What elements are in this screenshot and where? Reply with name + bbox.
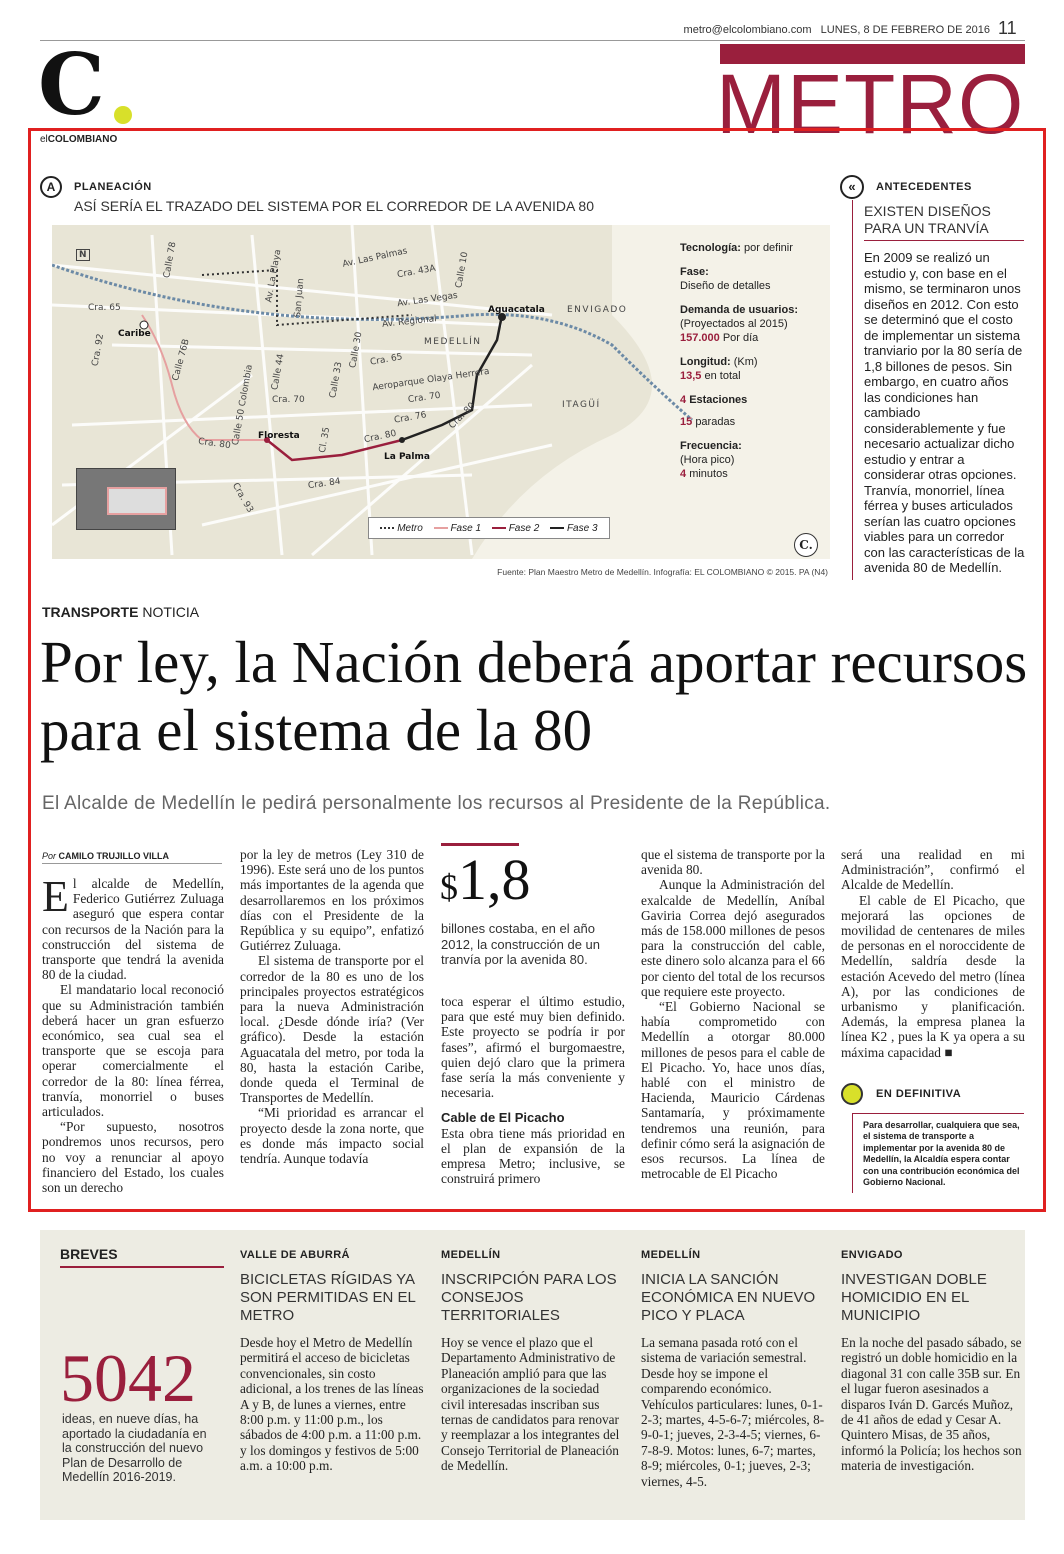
stat-value (440, 848, 531, 919)
map-label: Calle 50 Colombia (230, 363, 255, 447)
fact-label: Demanda de usuarios: (680, 304, 798, 316)
breve-body: La semana pasada rotó con el sistema de variación semestral. Desde hoy se impone el comparendo económico. Vehículos particulares: lunes, 0-1-2-3; martes, 4-5-6-7; miércoles, 8-9-0-1; jueves, 2-3-4-5; viernes, 6-7-8-9. Motos: lunes, 6-7; martes, 8-9; miércoles, 0-1; jueves, 2-3; viernes, 4-5. (641, 1335, 825, 1489)
byline-prefix: Por (42, 851, 57, 861)
byline (42, 851, 169, 861)
fact-tail: paradas (695, 416, 736, 428)
map-label: Cra. 70 (407, 390, 442, 406)
column-2 (240, 847, 424, 1166)
kicker-bold: TRANSPORTE (42, 604, 139, 620)
map-label: ENVIGADO (567, 305, 628, 315)
col3-para: Esta obra tiene más prioridad en el plan de expansión de la empresa Metro; inclusive, se construirá primero (441, 1125, 625, 1187)
breves-title-rule (60, 1266, 224, 1268)
legend-fase3-label: Fase 3 (566, 522, 598, 534)
fact-fase (680, 265, 830, 293)
map-label: Av. Regional (381, 314, 438, 330)
fact-label: Tecnología: (680, 242, 741, 254)
map-label: ITAGÜÍ (562, 400, 601, 410)
breve-item (441, 1249, 625, 1474)
section-title: METRO (716, 57, 1025, 151)
map-north: N (76, 249, 90, 261)
inset-highlight (107, 487, 167, 515)
legend-fase1-label: Fase 1 (450, 522, 482, 534)
stat-currency: $ (440, 867, 458, 907)
fact-value: Diseño de detalles (680, 280, 771, 292)
legend-fase3 (550, 523, 597, 534)
col1-para: l alcalde de Medellín, Federico Gutiérrez Zuluaga aseguró que espera contar con recursos de la Nación para la construcción del sistema de transporte que tendrá la avenida 80 de la ciudad. (42, 876, 224, 983)
col2-para: “Mi prioridad es arrancar el proyecto desde la zona norte, que es donde más impacto social tendría. Aunque todavía (240, 1105, 424, 1167)
kicker-light: NOTICIA (142, 604, 200, 620)
fact-highlight: 4 (680, 468, 687, 480)
antecedentes-para1: En 2009 se realizó un estudio y, con base en el mismo, se terminaron unos diseños en 2012. Con esto se determinó que el costo de implementar un sistema tranviario por la 80 sería de 1,8 billones de pesos. Sin embargo, en cuatro años las condiciones han cambiado considerablemente y fue necesario actualizar dicho estudio y entrar a considerar otras opciones. (864, 250, 1023, 482)
headline: Por ley, la Nación deberá aportar recursos para el sistema de la 80 (40, 629, 1028, 763)
legend-metro-label: Metro (397, 522, 423, 534)
breves-number-text: ideas, en nueve días, ha aportado la ciudadanía en la construcción del nuevo Plan de Desarrollo de Medellín 2016-2019. (62, 1412, 207, 1484)
byline-rule (42, 863, 222, 864)
column-4 (641, 847, 825, 1181)
antecedentes-body (864, 250, 1026, 576)
map-label: MEDELLÍN (424, 337, 482, 347)
fact-tail: minutos (689, 468, 728, 480)
breve-kicker: VALLE DE ABURRÁ (240, 1249, 350, 1261)
facts-panel (680, 241, 830, 481)
fact-paradas (680, 415, 830, 429)
map-label: Av. Las Vegas (396, 290, 459, 310)
header-rule (40, 40, 1025, 41)
map-label: Cra. 80 (363, 428, 398, 446)
breve-item (240, 1249, 424, 1474)
breve-item (841, 1249, 1025, 1474)
fact-highlight: 4 (680, 394, 687, 406)
legend-fase2-label: Fase 2 (508, 522, 540, 534)
map-label: Cra. 70 (272, 395, 305, 405)
map-label: Cra. 84 (307, 476, 342, 492)
col5-para: será una realidad en mi Administración”, confirmó el Alcalde de Medellín. (841, 847, 1025, 893)
fact-tecnologia (680, 241, 830, 255)
breves-number: 5042 (60, 1340, 196, 1416)
map-label: Cra. 65 (369, 352, 404, 368)
col4-para: “El Gobierno Nacional se había comprometido con Medellín a otorgar 80.000 millones de pesos para el cable de El Picacho. Yo, hace unos días, hablé con el ministro de Hacienda, Mauricio Cárdenas Santamaría, y próximamente tendremos una reunión, para definir cómo será la asignación de esos recursos. La línea de metrocable de El Picacho (641, 999, 825, 1182)
legend-fase2 (492, 523, 539, 534)
map-label: Aguacatala (488, 305, 545, 315)
subtitle-cable: Cable de El Picacho (441, 1110, 565, 1126)
definitiva-kicker: EN DEFINITIVA (876, 1088, 962, 1100)
fact-tail: Estaciones (689, 394, 748, 406)
breve-title: BICICLETAS RÍGIDAS YA SON PERMITIDAS EN EL METRO (240, 1271, 416, 1324)
legend-fase1 (434, 523, 481, 534)
map-label: Cl. 35 (317, 426, 333, 454)
column-3 (441, 994, 625, 1186)
map-label: Cra. 93 (229, 481, 255, 515)
map-label: Calle 30 (348, 331, 365, 369)
breve-kicker: ENVIGADO (841, 1249, 903, 1261)
map-label: Cra. 76 (393, 410, 428, 426)
map-label: Cra. 92 (90, 333, 107, 367)
col2-para: por la ley de metros (Ley 310 de 1996). Este será uno de los puntos más importantes de la agenda que desarrollaremos en los próximos días con el Presidente de la República y su equipo”, enfatizó Gutiérrez Zuluaga. (240, 847, 424, 954)
breves-title: BREVES (60, 1246, 118, 1262)
definitiva-text: Para desarrollar, cualquiera que sea, el sistema de transporte a implementar por la avenida 80 de Medellín, la Alcaldía espera contar con una contribución económica del Gobierno Nacional. (863, 1120, 1020, 1188)
fact-highlight: 15 (680, 416, 693, 428)
fact-label: Longitud: (680, 356, 731, 368)
fact-label: Frecuencia: (680, 440, 742, 452)
breve-body: Hoy se vence el plazo que el Departamento Administrativo de Planeación amplió para que las organizaciones de la sociedad civil interesadas inscriban sus ternas de candidatos para renovar y reemplazar a los integrantes del Consejo Territorial de Planeación de Medellín. (441, 1335, 620, 1474)
map-label: Floresta (258, 431, 300, 441)
legend-metro (380, 523, 422, 534)
map-label: Cra. 80 (447, 400, 478, 432)
col5-para: El cable de El Picacho, que mejorará las opciones de movilidad de centenares de miles de personas en el noroccidente de Medellín, saldría desde la estación Acevedo del metro (línea A), por las condiciones de urbanismo y planificación. Además, la empresa planea la línea K2 , pues la K ya opera a su máxima capacidad ■ (841, 892, 1025, 1060)
antecedentes-para2: Tranvía, monorriel, línea férrea y buses articulados serían las cuatro opciones viables para un corredor con las características de la avenida 80 de Medellín. (864, 482, 1025, 575)
stat-rule (441, 843, 519, 846)
fact-value: (Hora pico) (680, 454, 735, 466)
infographic-credit: Fuente: Plan Maestro Metro de Medellín. Infografía: EL COLOMBIANO © 2015. PA (N4) (497, 567, 828, 577)
breve-kicker: MEDELLÍN (441, 1249, 501, 1261)
fact-frecuencia (680, 439, 830, 481)
map (52, 225, 830, 559)
map-label: Av. La Playa (264, 248, 284, 304)
map-label: Av. Las Palmas (341, 246, 409, 270)
map-label: Calle 78 (162, 241, 179, 279)
fact-longitud (680, 355, 830, 383)
map-label: San Juan (292, 277, 307, 319)
fact-value: (Km) (733, 356, 758, 368)
col1-para: El mandatario local reconoció que su Administración también deberá hacer un gran esfuerzo económico, sea cual sea el transporte que se escoja para operar comercialmente el corredor de la 80: línea férrea, tranvía, monorriel o buses articulados. (42, 982, 224, 1120)
definitiva-box (852, 1113, 1024, 1193)
fact-tail: en total (704, 370, 741, 382)
breve-body: En la noche del pasado sábado, se registró un doble homicidio en la diagonal 31 con calle 35B sur. En el lugar fueron asesinados a disparos Iván D. Garcés Muñoz, de 41 años de edad y Cesar A. Quintero Misas, de 35 años, informó la Policía; los hechos son materia de investigación. (841, 1335, 1022, 1474)
map-label: Cra. 80 (197, 436, 232, 452)
col3-para: toca esperar el último estudio, para que esté muy bien definido. Este proyecto se podría ir por fases”, afirmó el burgomaestre, quien dejó claro que la primera fase sería la más conveniente y necesaria. (441, 994, 625, 1101)
fact-highlight: 157.000 (680, 332, 720, 344)
breve-title: INVESTIGAN DOBLE HOMICIDIO EN EL MUNICIPIO (841, 1271, 987, 1324)
definitiva-icon (841, 1083, 863, 1105)
fact-highlight: 13,5 (680, 370, 702, 382)
inset-map (76, 468, 176, 530)
map-label: La Palma (384, 452, 430, 462)
col4-para: Aunque la Administración del exalcalde de Medellín, Aníbal Gaviria Correa dejó asegurados más de 158.000 millones de pesos para la construcción del cable, este dinero solo alcanza para el 66 por ciento del total de los recursos que requiere este proyecto. (641, 877, 825, 999)
byline-name: CAMILO TRUJILLO VILLA (58, 851, 170, 861)
logo-name: COLOMBIANO (47, 134, 118, 145)
map-label: Cra. 65 (88, 303, 121, 313)
fact-tail: Por día (722, 332, 759, 344)
dropcap: E (42, 872, 69, 921)
antecedentes-icon: « (840, 175, 864, 199)
header-email-date: metro@elcolombiano.com LUNES, 8 DE FEBRERO DE 2016 (683, 24, 990, 36)
breve-title: INICIA LA SANCIÓN ECONÓMICA EN NUEVO PICO Y PLACA (641, 1271, 816, 1324)
article-kicker (42, 604, 199, 620)
breve-item (641, 1249, 825, 1489)
logo-letter: C (38, 35, 105, 134)
column-1 (42, 872, 224, 1196)
logo-dot (114, 106, 132, 124)
column-5 (841, 847, 1025, 1060)
map-label: Caribe (118, 329, 151, 339)
stat-text: billones costaba, en el año 2012, la construcción de un tranvía por la avenida 80. (441, 921, 600, 967)
antecedentes-title: EXISTEN DISEÑOS PARA UN TRANVÍA (864, 203, 991, 236)
map-label: Calle 10 (454, 251, 471, 289)
col4-para: que el sistema de transporte por la avenida 80. (641, 847, 825, 878)
subhead: El Alcalde de Medellín le pedirá personalmente los recursos al Presidente de la República. (42, 793, 831, 814)
fact-label: Fase: (680, 266, 709, 278)
map-label: Cra. 43A (396, 263, 437, 281)
fact-estaciones (680, 393, 830, 407)
fact-value: (Proyectados al 2015) (680, 318, 788, 330)
map-label: Calle 76B (171, 338, 192, 382)
col2-para: El sistema de transporte por el corredor de la 80 es uno de los principales proyectos estratégicos para la nueva Administración local. ¿Desde dónde iría? (Ver gráfico). Desde la estación Aguacatala del metro, por toda la 80, hasta la estación Caribe, donde queda el Terminal de Transportes de Medellín. (240, 953, 424, 1106)
infographic-icon: A (40, 176, 62, 198)
infographic-kicker: PLANEACIÓN (74, 181, 152, 193)
breve-body: Desde hoy el Metro de Medellín permitirá el acceso de bicicletas convencionales, sin costo adicional, a los trenes de las líneas A y B, de lunes a viernes, entre 8:00 p.m. y 11:00 p.m., los sábados de 4:00 p.m. a 11:00 p.m. y los domingos y festivos de 5:00 a.m. a 10:00 p.m. (240, 1335, 424, 1474)
infographic-badge: C. (794, 533, 818, 557)
fact-value: por definir (743, 242, 793, 254)
map-label: Calle 33 (328, 361, 345, 399)
infographic-title: ASÍ SERÍA EL TRAZADO DEL SISTEMA POR EL CORREDOR DE LA AVENIDA 80 (74, 198, 594, 214)
breve-kicker: MEDELLÍN (641, 1249, 701, 1261)
breve-title: INSCRIPCIÓN PARA LOS CONSEJOS TERRITORIALES (441, 1271, 617, 1324)
map-label: Calle 44 (270, 353, 287, 391)
fact-demanda (680, 303, 830, 345)
map-legend (368, 517, 610, 539)
logo-prefix: el (40, 134, 48, 145)
antecedentes-vrule (852, 200, 853, 580)
antecedentes-kicker: ANTECEDENTES (876, 181, 972, 193)
col1-para: “Por supuesto, nosotros pondremos unos recursos, pero no voy a renunciar al apoyo financiero del Estado, los cuales son un derecho (42, 1119, 224, 1196)
stat-number: 1,8 (458, 847, 531, 912)
map-label: Aeroparque Olaya Herrera (371, 366, 491, 394)
antecedentes-rule (864, 240, 1024, 241)
page-number: 11 (998, 18, 1017, 38)
